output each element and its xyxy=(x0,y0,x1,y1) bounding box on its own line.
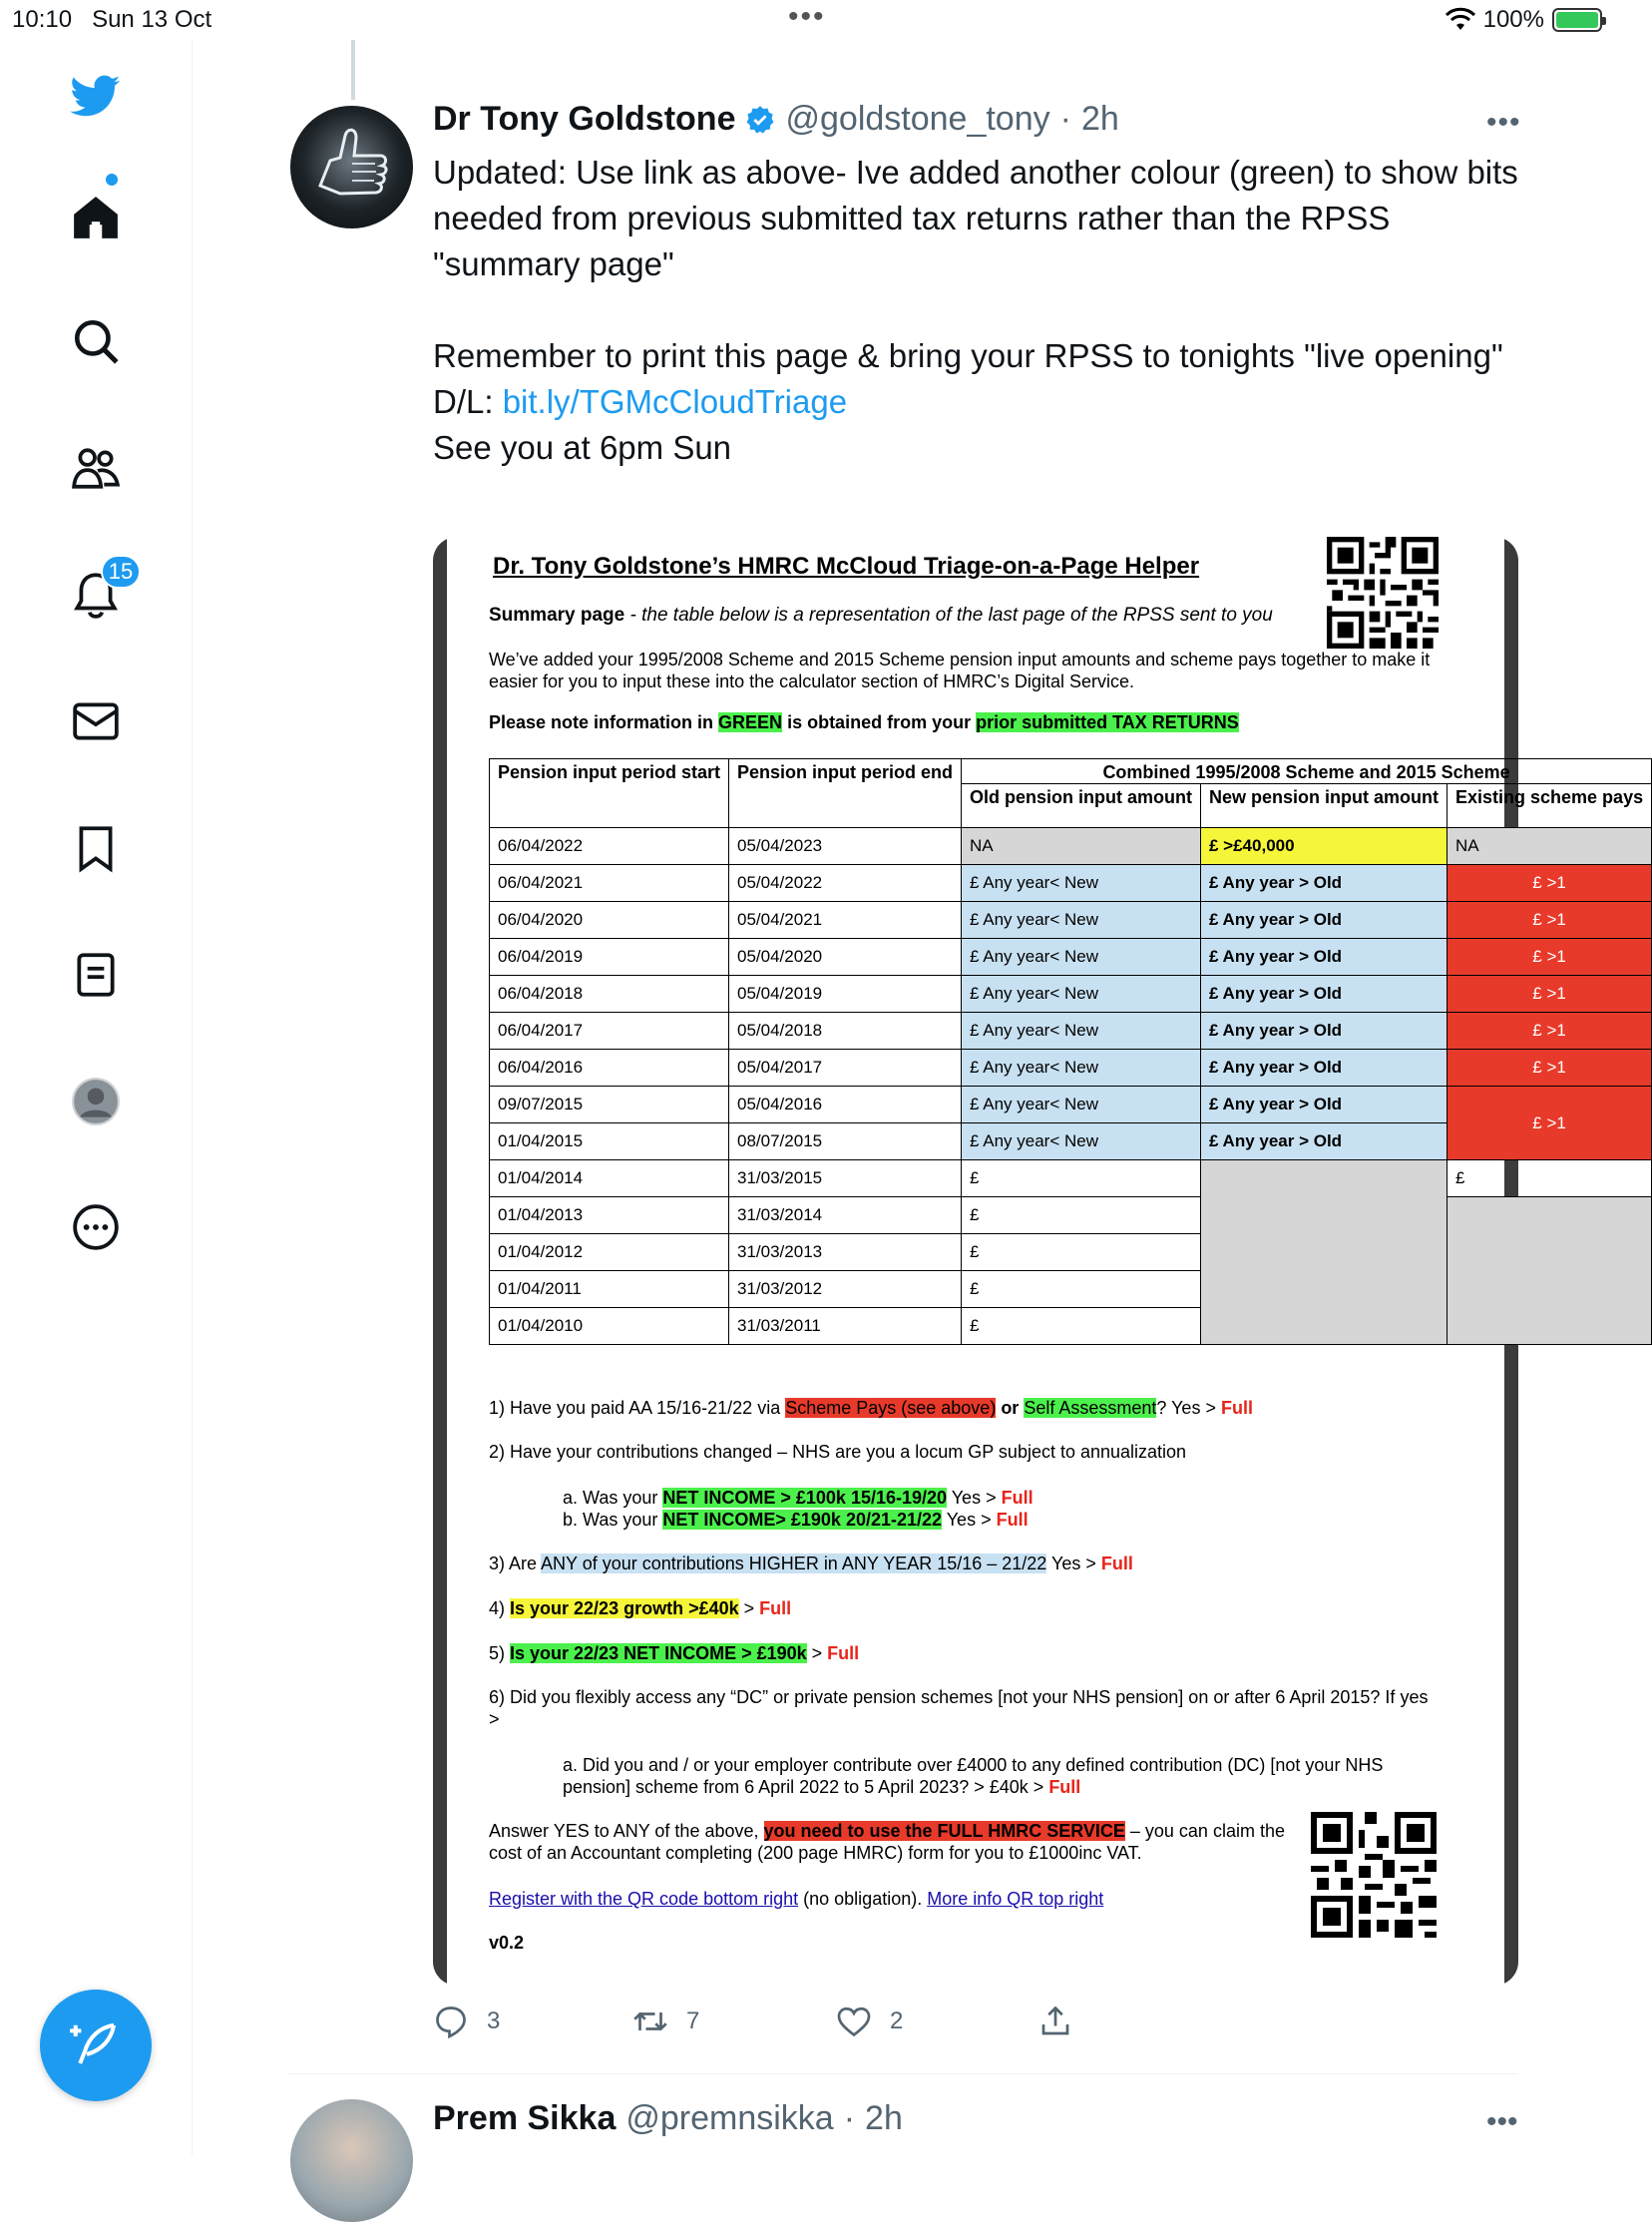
table-row: 06/04/2018 05/04/2019 £ Any year< New £ Any year > Old £ >1 xyxy=(490,976,1652,1013)
tweet-media-image[interactable] xyxy=(433,537,1644,1986)
table-row: 01/04/2014 31/03/2015 £ £ xyxy=(490,1160,1652,1197)
table-row: 06/04/2016 05/04/2017 £ Any year< New £ Any year > Old £ >1 xyxy=(490,1050,1652,1087)
table-row: 01/04/2013 31/03/2014 £ xyxy=(490,1197,1652,1234)
notifications-badge: 15 xyxy=(101,555,141,589)
tweet-actions xyxy=(433,2003,1530,2047)
like-count: 2 xyxy=(890,2007,904,2034)
compose-tweet-button[interactable] xyxy=(40,1990,152,2101)
table-row: 06/04/2022 05/04/2023 NA £ >£40,000 NA xyxy=(490,828,1652,865)
tweet-age[interactable]: 2h xyxy=(1080,100,1119,138)
table-row: 06/04/2020 05/04/2021 £ Any year< New £ Any year > Old £ >1 xyxy=(490,902,1652,939)
question-2: 2) Have your contributions changed – NHS are you a locum GP subject to annualization xyxy=(489,1442,1187,1462)
author-name[interactable]: Dr Tony Goldstone xyxy=(433,100,736,138)
search-icon[interactable] xyxy=(64,309,128,373)
green-note: Please note information in GREEN is obtained from your prior submitted TAX RETURNS xyxy=(489,712,1239,732)
retweet-button[interactable] xyxy=(632,2003,699,2039)
multitasking-dots[interactable]: ••• xyxy=(788,0,826,33)
like-button[interactable] xyxy=(836,2003,903,2039)
col-header-old: Old pension input amount xyxy=(962,784,1201,828)
triage-document xyxy=(447,537,1644,1986)
status-bar xyxy=(0,0,1616,40)
share-button[interactable] xyxy=(1037,2003,1073,2039)
table-row: 01/04/2012 31/03/2013 £ xyxy=(490,1234,1652,1271)
share-icon xyxy=(1037,2003,1073,2039)
author-avatar-2[interactable] xyxy=(290,2099,413,2222)
question-4: 4) Is your 22/23 growth >£40k > Full xyxy=(489,1598,792,1618)
dl-label: D/L: xyxy=(433,383,503,420)
bookmark-icon[interactable] xyxy=(64,816,128,880)
question-1: 1) Have you paid AA 15/16-21/22 via Scheme Pays (see above) or Self Assessment? Yes > Full xyxy=(489,1398,1253,1418)
more-circle-icon[interactable] xyxy=(64,1195,128,1259)
register-link[interactable]: Register with the QR code bottom right xyxy=(489,1889,799,1909)
lists-icon[interactable] xyxy=(64,943,128,1007)
question-5: 5) Is your 22/23 NET INCOME > £190k > Full xyxy=(489,1643,860,1663)
home-icon[interactable] xyxy=(64,186,128,249)
retweet-icon xyxy=(632,2003,668,2039)
col-header-new: New pension input amount xyxy=(1201,784,1447,828)
qr-code-top-icon xyxy=(1327,537,1439,649)
verified-badge-icon xyxy=(745,105,775,135)
header-separator-2: · xyxy=(843,2099,856,2137)
reply-bubble-icon xyxy=(433,2003,469,2039)
table-row: 01/04/2010 31/03/2011 £ xyxy=(490,1308,1652,1345)
download-link[interactable]: bit.ly/TGMcCloudTriage xyxy=(502,383,848,420)
table-row: 06/04/2017 05/04/2018 £ Any year< New £ Any year > Old £ >1 xyxy=(490,1013,1652,1050)
table-row: 06/04/2021 05/04/2022 £ Any year< New £ Any year > Old £ >1 xyxy=(490,865,1652,902)
col-header-start: Pension input period start xyxy=(490,759,729,828)
added-paragraph: We’ve added your 1995/2008 Scheme and 2015 Scheme pension input amounts and scheme pays together to make it easier for you to input these into the calculator section of HMRC’s Digital Service. xyxy=(489,650,1431,691)
qr-code-bottom-icon xyxy=(1311,1812,1437,1938)
sidebar xyxy=(0,40,193,2155)
summary-line: Summary page - the table below is a representation of the last page of the RPSS sent to you xyxy=(489,605,1273,626)
tweet-divider xyxy=(289,2073,1518,2074)
status-right xyxy=(1446,6,1602,34)
status-time: 10:10 Sun 13 Oct xyxy=(12,6,212,33)
table-row: 01/04/2011 31/03/2012 £ xyxy=(490,1271,1652,1308)
wifi-icon xyxy=(1446,8,1475,32)
tweet-age-2[interactable]: 2h xyxy=(865,2099,903,2137)
question-6a: a. Did you and / or your employer contribute over £4000 to any defined contribution (DC) [not your NHS pension] scheme from 6 April 2022 to 5 April 2023? > £40k > Full xyxy=(563,1755,1384,1797)
home-unread-dot xyxy=(106,174,118,186)
retweet-count: 7 xyxy=(686,2007,700,2034)
heart-icon xyxy=(836,2003,872,2039)
question-2a: a. Was your NET INCOME > £100k 15/16-19/20 Yes > Full xyxy=(563,1488,1033,1508)
author-handle[interactable]: @goldstone_tony xyxy=(785,100,1050,138)
twitter-logo-icon[interactable] xyxy=(64,64,128,128)
question-2b: b. Was your NET INCOME> £190k 20/21-21/22 Yes > Full xyxy=(563,1510,1029,1530)
col-header-combined: Combined 1995/2008 Scheme and 2015 Scheme xyxy=(962,759,1652,784)
thumbs-up-xray-icon xyxy=(290,106,413,228)
profile-avatar-icon[interactable] xyxy=(64,1070,128,1133)
col-header-end: Pension input period end xyxy=(729,759,962,828)
messages-envelope-icon[interactable] xyxy=(64,689,128,753)
reply-count: 3 xyxy=(487,2007,501,2034)
table-row: 01/04/2015 08/07/2015 £ Any year< New £ Any year > Old xyxy=(490,1123,1652,1160)
register-line: Register with the QR code bottom right (no obligation). More info QR top right xyxy=(489,1889,1104,1909)
tweet-more-icon-2[interactable]: ••• xyxy=(1486,2105,1518,2138)
tweet-header-2 xyxy=(433,2099,903,2138)
tweet-text-main: Updated: Use link as above- Ive added another colour (green) to show bits needed from previous submitted tax returns rather than the RPSS "summary page" Remember to print this page & bring your RPSS to tonights "live opening" xyxy=(433,154,1518,374)
version-label: v0.2 xyxy=(489,1933,525,1953)
author-handle-2[interactable]: @premnsikka xyxy=(625,2099,834,2137)
tweet-text-end: See you at 6pm Sun xyxy=(433,429,732,466)
author-name-2[interactable]: Prem Sikka xyxy=(433,2099,617,2137)
author-avatar[interactable] xyxy=(290,106,413,228)
doc-title: Dr. Tony Goldstone’s HMRC McCloud Triage-on-a-Page Helper xyxy=(493,553,1200,580)
col-header-existing: Existing scheme pays xyxy=(1447,784,1652,828)
thread-line xyxy=(351,40,355,100)
question-3: 3) Are ANY of your contributions HIGHER in ANY YEAR 15/16 – 21/22 Yes > Full xyxy=(489,1554,1133,1573)
question-6: 6) Did you flexibly access any “DC” or private pension schemes [not your NHS pension] on or after 6 April 2015? If yes > xyxy=(489,1687,1429,1729)
tweet-text xyxy=(433,150,1530,471)
pension-input-table xyxy=(489,758,1652,1345)
battery-percent: 100% xyxy=(1482,6,1544,33)
more-info-link[interactable]: More info QR top right xyxy=(927,1889,1104,1909)
answer-paragraph: Answer YES to ANY of the above, you need to use the FULL HMRC SERVICE – you can claim the cost of an Accountant completing (200 page HMRC) form for you to £1000inc VAT. xyxy=(489,1821,1285,1863)
communities-icon[interactable] xyxy=(64,436,128,500)
battery-icon xyxy=(1552,8,1602,32)
reply-button[interactable] xyxy=(433,2003,500,2039)
table-row: 09/07/2015 05/04/2016 £ Any year< New £ Any year > Old £ >1 xyxy=(490,1087,1652,1123)
table-row: 06/04/2019 05/04/2020 £ Any year< New £ Any year > Old £ >1 xyxy=(490,939,1652,976)
tweet-more-icon[interactable]: ••• xyxy=(1486,106,1521,139)
compose-feather-icon xyxy=(69,2018,123,2072)
header-separator: · xyxy=(1059,100,1071,138)
tweet-header xyxy=(433,100,1119,139)
